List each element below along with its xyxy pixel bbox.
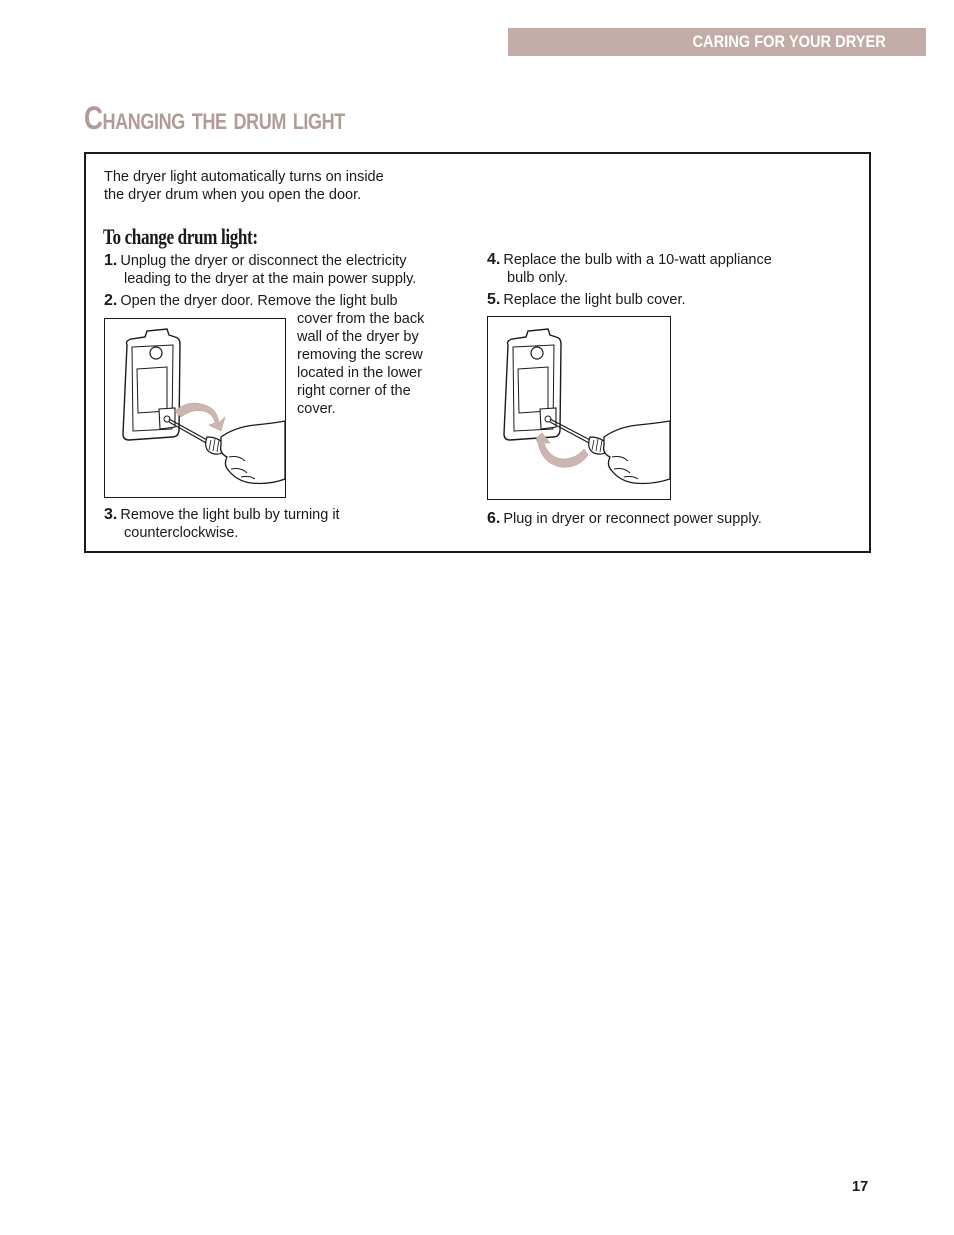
step-6	[487, 510, 847, 528]
intro-line-1: The dryer light automatically turns on inside	[104, 169, 384, 185]
section-header-label: CARING FOR YOUR DRYER	[692, 32, 886, 51]
step-text: Replace the light bulb cover.	[503, 292, 686, 308]
replace-cover-illustration	[487, 316, 671, 500]
step-number: 3.	[104, 506, 118, 523]
step-text: Remove the light bulb by turning it	[120, 507, 340, 523]
step-4	[487, 251, 817, 287]
step-1	[104, 252, 464, 288]
step-text: right corner of the	[297, 383, 411, 399]
step-number: 5.	[487, 291, 501, 308]
step-text: cover from the back	[297, 311, 425, 327]
instruction-box	[84, 152, 871, 553]
step-text: cover.	[297, 401, 336, 417]
step-number: 4.	[487, 251, 501, 268]
step-text: Open the dryer door. Remove the light bulb	[120, 293, 398, 309]
remove-cover-illustration	[104, 318, 286, 498]
step-text: leading to the dryer at the main power supply.	[124, 271, 417, 287]
step-number: 6.	[487, 510, 501, 527]
step-2	[104, 292, 464, 310]
step-text: removing the screw	[297, 347, 423, 363]
step-text: Unplug the dryer or disconnect the electricity	[120, 253, 407, 269]
step-text: Plug in dryer or reconnect power supply.	[503, 511, 762, 527]
section-header-tab	[508, 28, 926, 56]
page-title: Changing the drum light	[84, 100, 345, 136]
step-text: counterclockwise.	[124, 525, 239, 541]
step-3	[104, 506, 464, 542]
step-2-wrapped-text	[297, 310, 457, 418]
subheading: To change drum light:	[103, 224, 258, 249]
page-number: 17	[852, 1179, 869, 1195]
step-number: 2.	[104, 292, 118, 309]
step-5	[487, 291, 817, 309]
step-text: wall of the dryer by	[297, 329, 419, 345]
step-text: Replace the bulb with a 10-watt appliance	[503, 252, 772, 268]
step-text: bulb only.	[507, 270, 568, 286]
intro-text	[104, 168, 434, 204]
intro-line-2: the dryer drum when you open the door.	[104, 187, 362, 203]
step-text: located in the lower	[297, 365, 422, 381]
step-number: 1.	[104, 252, 118, 269]
